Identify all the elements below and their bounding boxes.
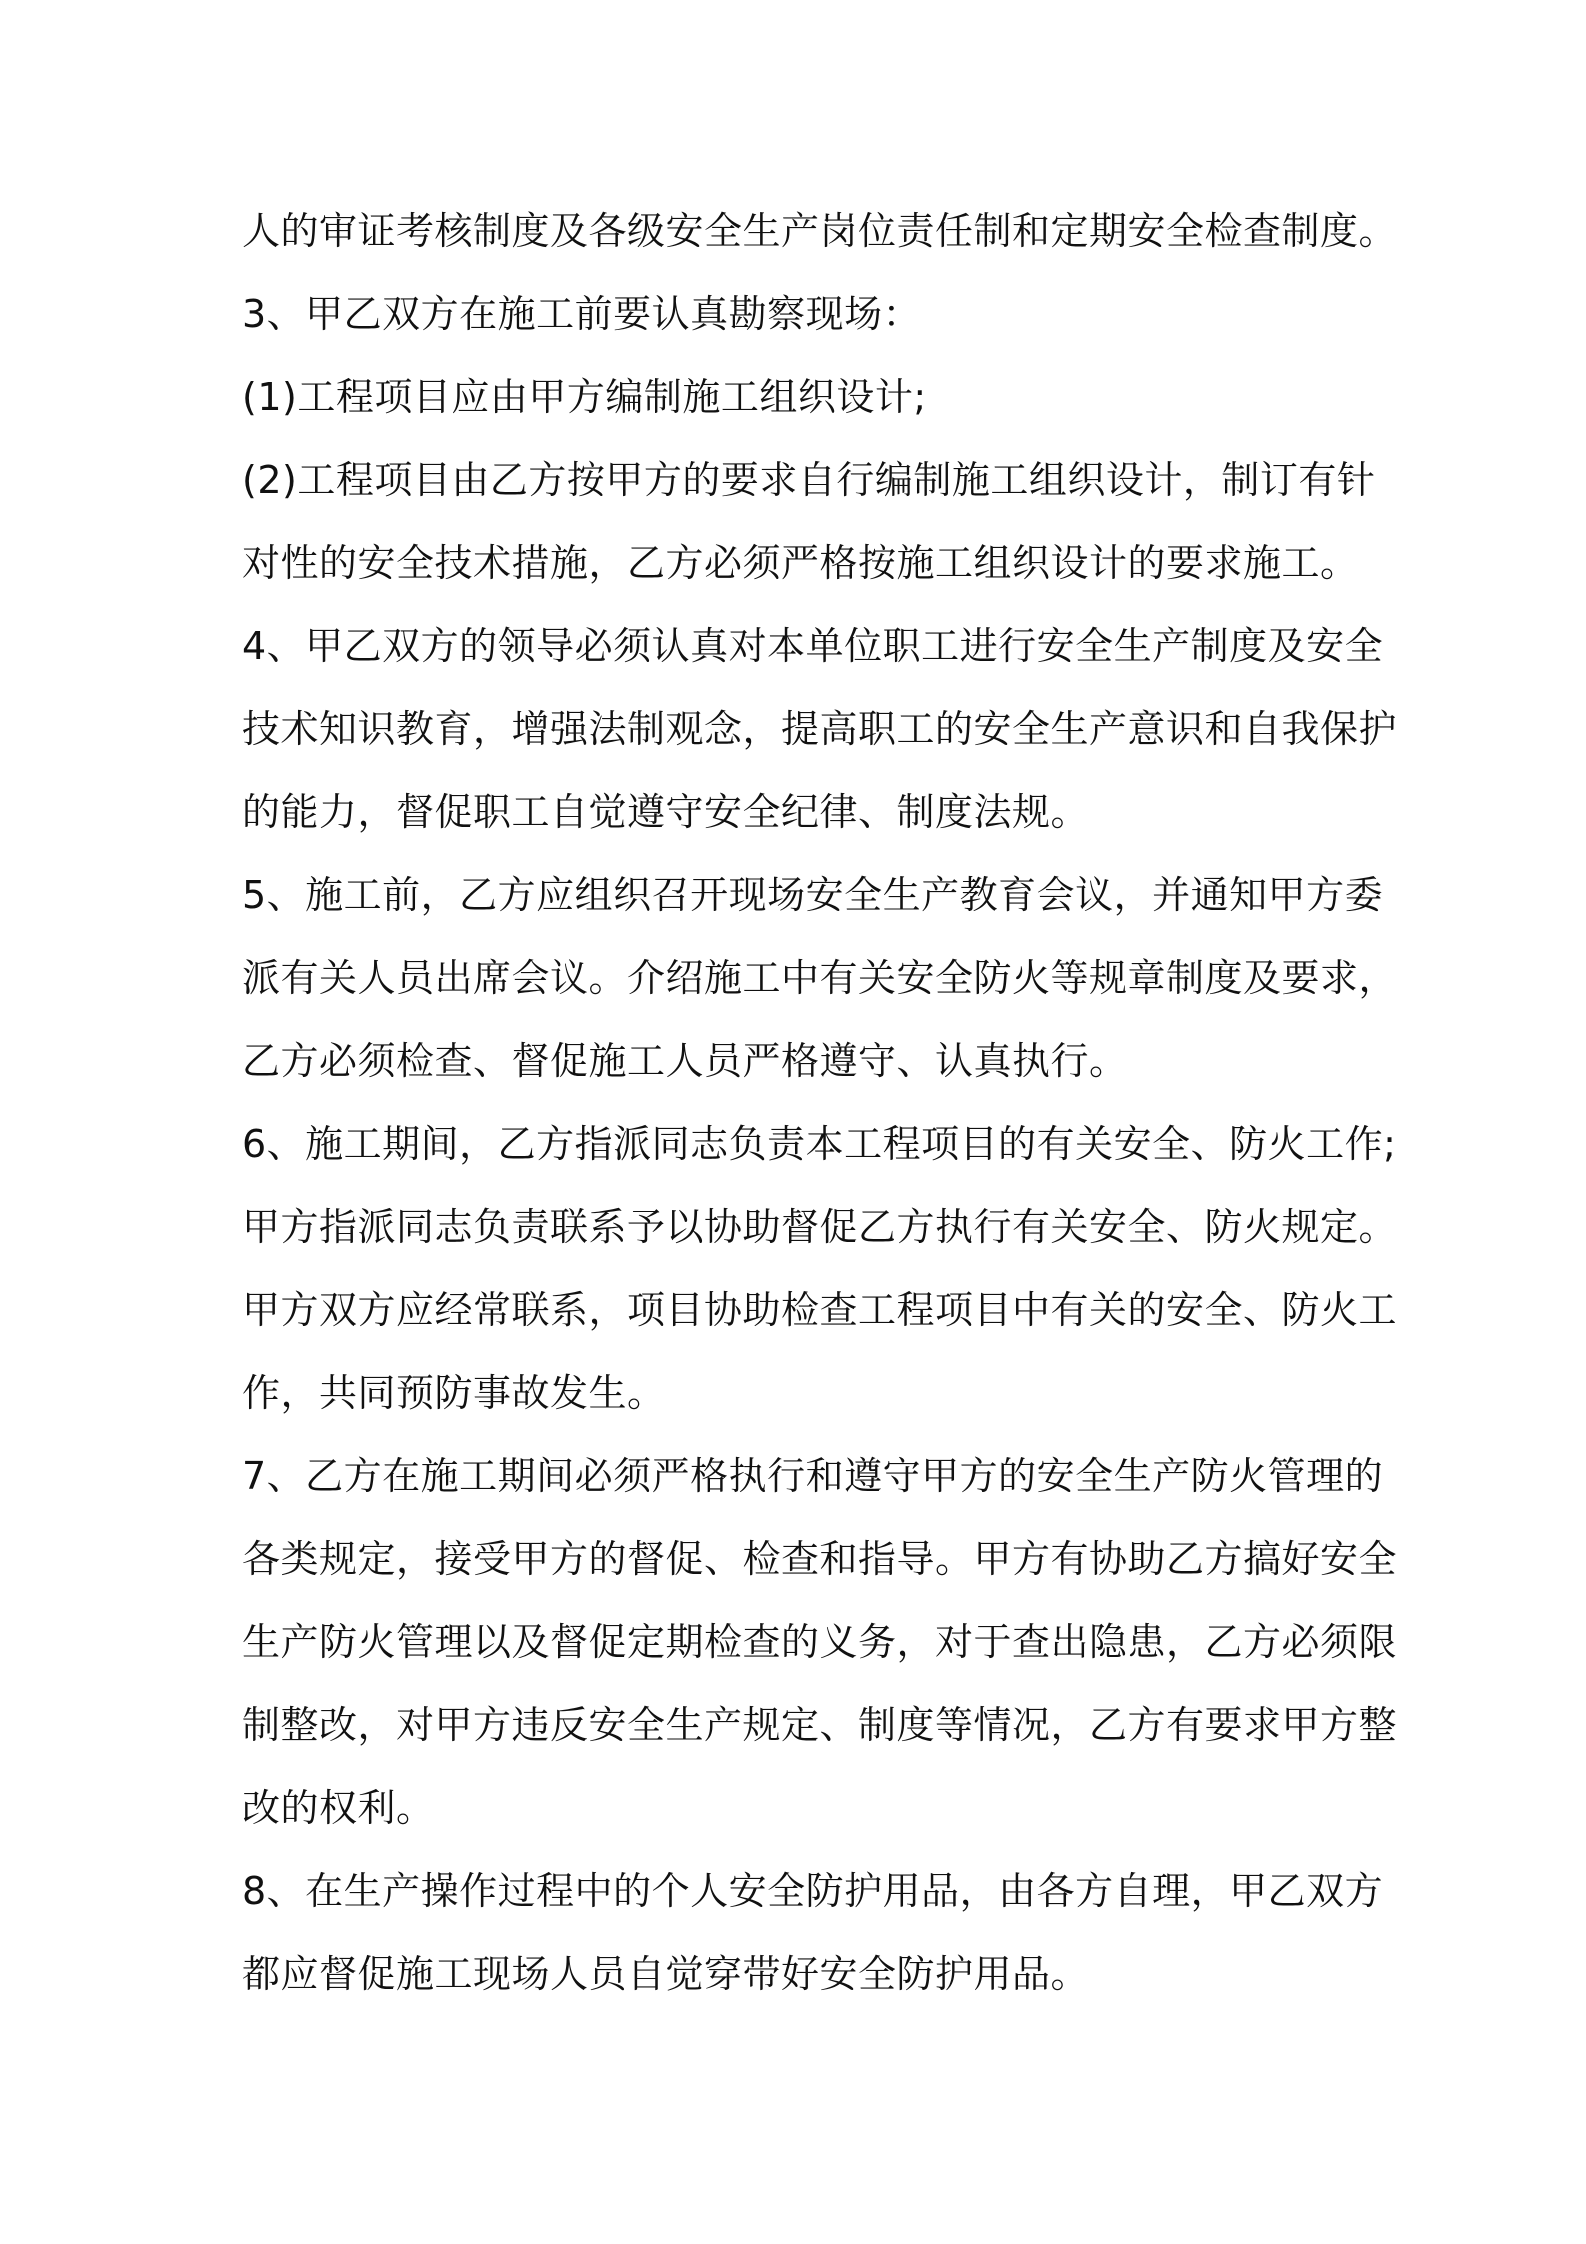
text-line: 都应督促施工现场人员自觉穿带好安全防护用品。 (242, 1952, 1090, 1996)
text-line: 3、甲乙双方在施工前要认真勘察现场： (242, 292, 922, 336)
text-line: 5、施工前，乙方应组织召开现场安全生产教育会议，并通知甲方委 (242, 873, 1384, 917)
text-line: 甲方指派同志负责联系予以协助督促乙方执行有关安全、防火规定。 (242, 1205, 1398, 1249)
text-line: 7、乙方在施工期间必须严格执行和遵守甲方的安全生产防火管理的 (242, 1454, 1384, 1498)
text-line: 生产防火管理以及督促定期检查的义务，对于查出隐患，乙方必须限 (242, 1620, 1398, 1664)
text-line: (1)工程项目应由甲方编制施工组织设计; (242, 375, 927, 419)
text-line: 乙方必须检查、督促施工人员严格遵守、认真执行。 (242, 1039, 1128, 1083)
text-line: 8、在生产操作过程中的个人安全防护用品，由各方自理，甲乙双方 (242, 1869, 1384, 1913)
text-line: 4、甲乙双方的领导必须认真对本单位职工进行安全生产制度及安全 (242, 624, 1384, 668)
text-line: 制整改，对甲方违反安全生产规定、制度等情况，乙方有要求甲方整 (242, 1703, 1398, 1747)
text-line: 派有关人员出席会议。介绍施工中有关安全防火等规章制度及要求， (242, 956, 1398, 1000)
text-line: 改的权利。 (242, 1786, 435, 1830)
text-line: 作，共同预防事故发生。 (242, 1371, 666, 1415)
text-line: 人的审证考核制度及各级安全生产岗位责任制和定期安全检查制度。 (242, 209, 1398, 253)
text-line: (2)工程项目由乙方按甲方的要求自行编制施工组织设计，制订有针 (242, 458, 1376, 502)
text-line: 技术知识教育，增强法制观念，提高职工的安全生产意识和自我保护 (242, 707, 1398, 751)
text-line: 甲方双方应经常联系，项目协助检查工程项目中有关的安全、防火工 (242, 1288, 1398, 1332)
text-line: 的能力，督促职工自觉遵守安全纪律、制度法规。 (242, 790, 1090, 834)
text-line: 各类规定，接受甲方的督促、检查和指导。甲方有协助乙方搞好安全 (242, 1537, 1398, 1581)
document-body (242, 190, 1398, 2016)
text-line: 6、施工期间，乙方指派同志负责本工程项目的有关安全、防火工作; (242, 1122, 1397, 1166)
text-line: 对性的安全技术措施，乙方必须严格按施工组织设计的要求施工。 (242, 541, 1359, 585)
